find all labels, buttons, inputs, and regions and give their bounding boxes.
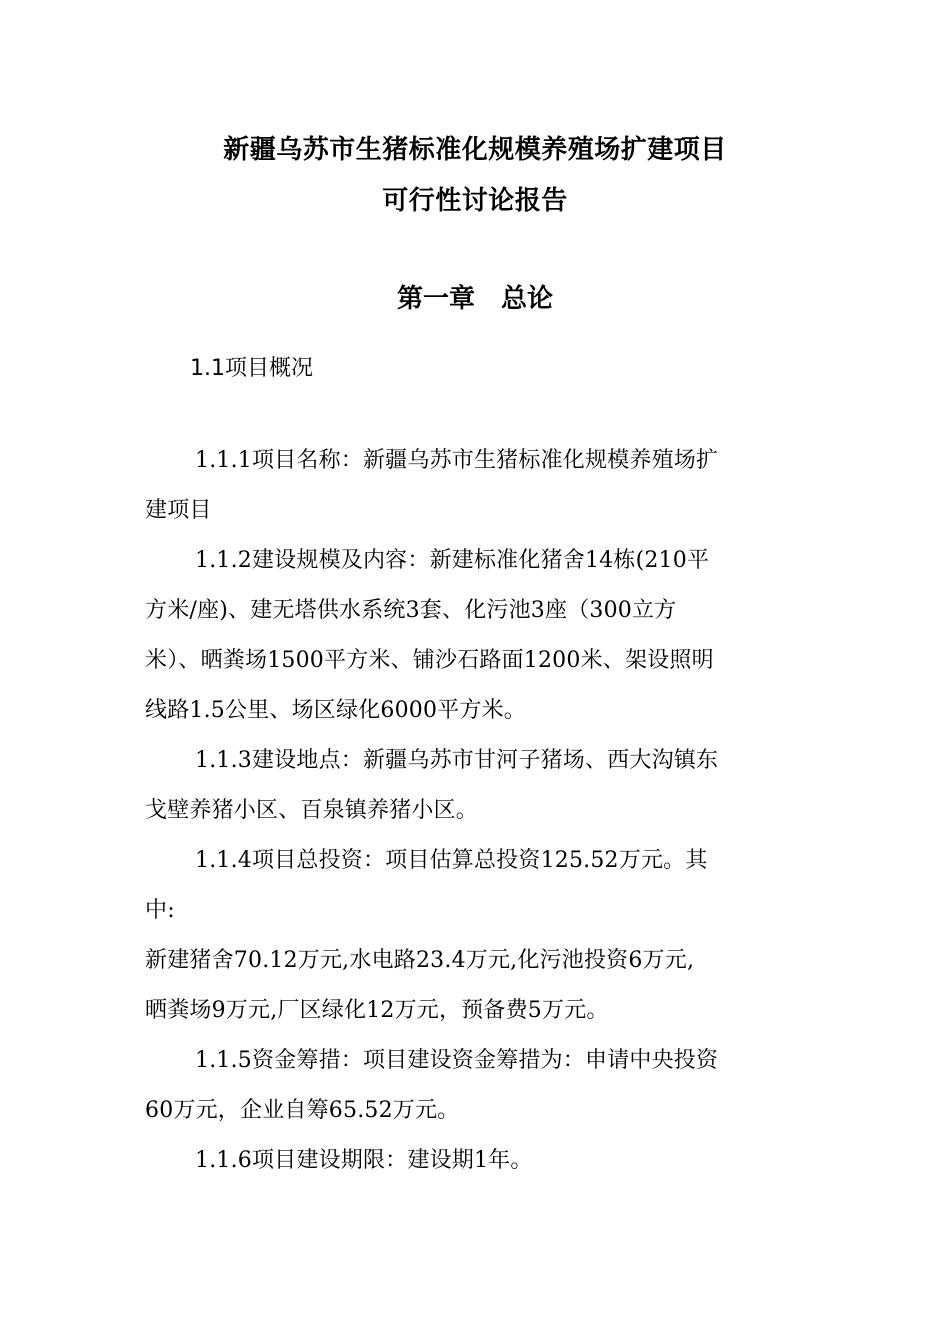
paragraph-line: 中: — [145, 898, 175, 923]
document-title-line-2: 可行性讨论报告 — [382, 186, 568, 216]
paragraph-line: 1.1.3建设地点：新疆乌苏市甘河子猪场、西大沟镇东 — [195, 748, 719, 773]
paragraph-line: 晒粪场9万元,厂区绿化12万元，预备费5万元。 — [145, 998, 609, 1023]
paragraph-line: 新建猪舍70.12万元,水电路23.4万元,化污池投资6万元, — [145, 948, 695, 973]
paragraph-line: 方米/座)、建无塔供水系统3套、化污池3座（300立方 — [145, 598, 677, 623]
paragraph-line: 建项目 — [145, 498, 212, 523]
paragraph-line: 60万元，企业自筹65.52万元。 — [145, 1098, 460, 1123]
paragraph-line: 1.1.1项目名称：新疆乌苏市生猪标准化规模养殖场扩 — [195, 448, 719, 473]
paragraph-line: 戈壁养猪小区、百泉镇养猪小区。 — [145, 798, 479, 823]
paragraph-line: 1.1.5资金筹措：项目建设资金筹措为：申请中央投资 — [195, 1048, 719, 1073]
paragraph-line: 1.1.6项目建设期限：建设期1年。 — [195, 1148, 533, 1173]
section-heading: 1.1项目概况 — [190, 356, 313, 381]
paragraph-line: 线路1.5公里、场区绿化6000平方米。 — [145, 698, 526, 723]
paragraph-line: 1.1.2建设规模及内容：新建标准化猪舍14栋(210平 — [195, 548, 710, 573]
paragraph-line: 米）、晒粪场1500平方米、铺沙石路面1200米、架设照明 — [145, 648, 714, 673]
chapter-title: 第一章 总论 — [396, 284, 553, 314]
document-title-line-1: 新疆乌苏市生猪标准化规模养殖场扩建项目 — [223, 135, 727, 165]
paragraph-line: 1.1.4项目总投资：项目估算总投资125.52万元。其 — [195, 848, 708, 873]
